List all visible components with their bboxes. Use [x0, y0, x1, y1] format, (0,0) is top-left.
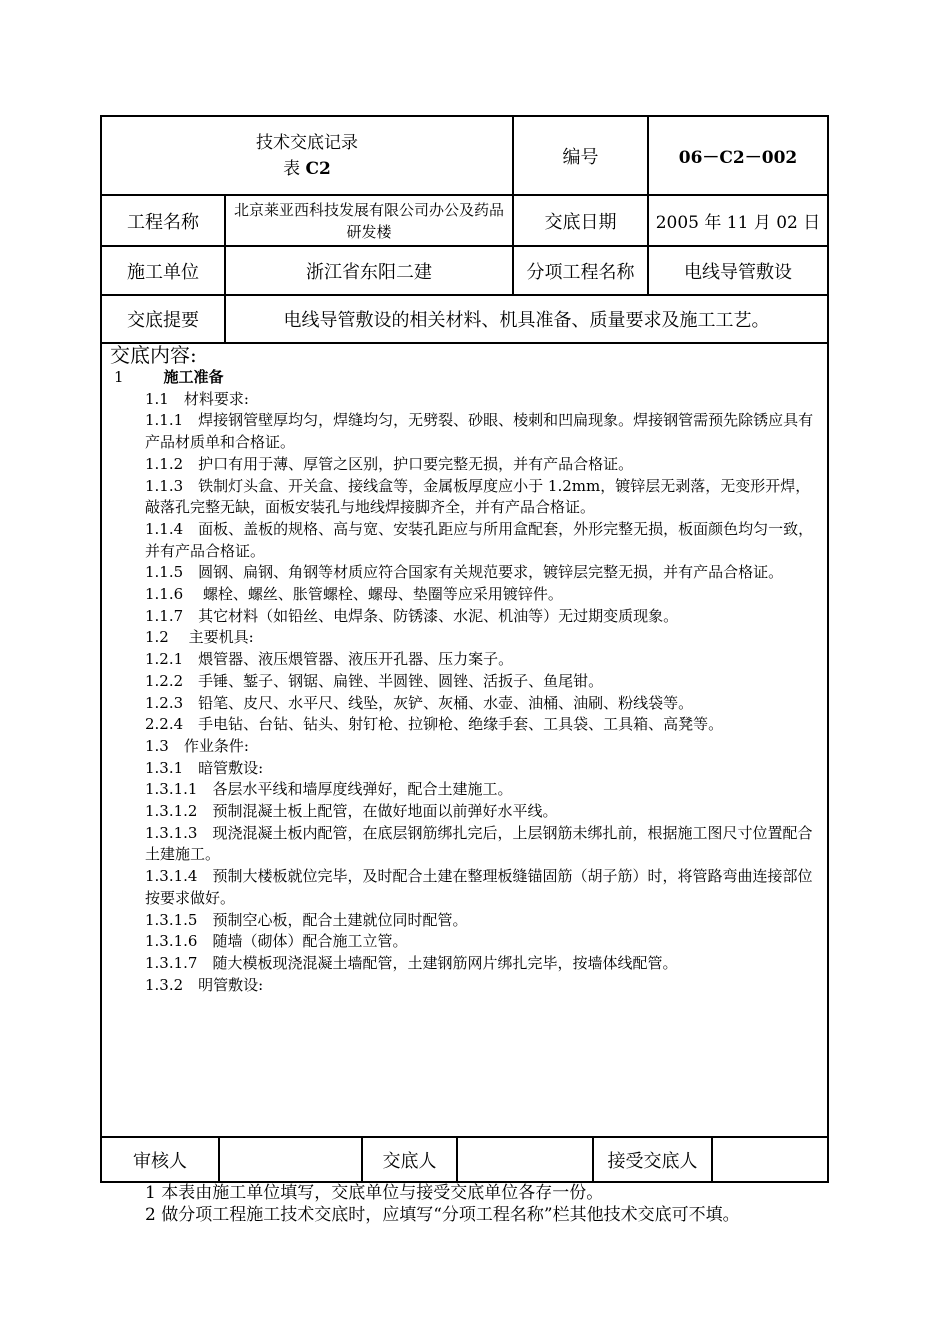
contractor-label: 施工单位: [127, 261, 199, 283]
receiver-signature-field[interactable]: [713, 1138, 827, 1181]
content-line: 1.1.6 螺栓、螺丝、胀管螺栓、螺母、垫圈等应采用镀锌件。: [145, 585, 563, 604]
content-line: 1.3.1.7 随大模板现浇混凝土墙配管，土建钢筋网片绑扎完毕，按墙体线配管。: [145, 953, 678, 972]
section-heading: [110, 367, 822, 389]
section-number: 1: [114, 368, 124, 386]
discloser-signature-field[interactable]: [458, 1138, 592, 1181]
content-line: 1.3.1.5 预制空心板，配合土建就位同时配管。: [145, 910, 468, 929]
content-line: 1.3.1.3 现浇混凝土板内配管，在底层钢筋绑扎完后，上层钢筋未绑扎前，根据施工图尺寸位置配合土建施工。: [145, 823, 813, 864]
summary-value: 电线导管敷设的相关材料、机具准备、质量要求及施工工艺。: [283, 310, 770, 331]
form-title-line1: 技术交底记录: [256, 132, 358, 153]
project-name-label: 工程名称: [127, 211, 199, 233]
form-title-prefix: 表: [283, 158, 301, 179]
content-line: 1.3.1.2 预制混凝土板上配管，在做好地面以前弹好水平线。: [145, 802, 558, 821]
content-line: 1.1.2 护口有用于薄、厚管之区别，护口要完整无损，并有产品合格证。: [145, 454, 634, 473]
form-title: [102, 117, 512, 194]
date-label: 交底日期: [544, 211, 617, 233]
footnote: 2 做分项工程施工技术交底时，应填写“分项工程名称”栏其他技术交底可不填。: [145, 1205, 740, 1225]
content-line: 1.2.2 手锤、錾子、钢锯、扁锉、半圆锉、圆锉、活扳子、鱼尾钳。: [145, 671, 604, 690]
content-line: 1.1.5 圆钢、扁钢、角钢等材质应符合国家有关规范要求，镀锌层完整无损，并有产品合格证。: [145, 563, 784, 582]
footnotes: [145, 1182, 740, 1226]
content-line: 1.3.1.1 各层水平线和墙厚度线弹好，配合土建施工。: [145, 780, 513, 799]
content-line: 1.3.1 暗管敷设:: [145, 758, 264, 777]
content-heading: 交底内容:: [110, 343, 197, 367]
contractor-value: 浙江省东阳二建: [306, 261, 432, 283]
receiver-label: 接受交底人: [607, 1150, 698, 1172]
content-line: 1.1.7 其它材料（如铅丝、电焊条、防锈漆、水泥、机油等）无过期变质现象。: [145, 606, 679, 625]
form-code: C2: [305, 158, 331, 179]
subproject-value: 电线导管敷设: [684, 261, 792, 283]
content-line: 1.3.1.4 预制大楼板就位完毕，及时配合土建在整理板缝锚固筋（胡子筋）时，将管路弯曲连接部位按要求做好。: [145, 867, 813, 907]
date-value: 2005 年 11 月 02 日: [655, 213, 821, 233]
project-name-value: 北京莱亚西科技发展有限公司办公及药品研发楼: [233, 200, 504, 241]
content-line: 1.2.3 铅笔、皮尺、水平尺、线坠，灰铲、灰桶、水壶、油桶、油刷、粉线袋等。: [145, 693, 694, 712]
content-line: 1.1.1 焊接钢管壁厚均匀，焊缝均匀，无劈裂、砂眼、棱刺和凹扁现象。焊接钢管需预先除锈应具有产品材质单和合格证。: [145, 411, 814, 452]
number-label: 编号: [562, 146, 599, 168]
reviewer-label: 审核人: [133, 1150, 187, 1172]
discloser-label: 交底人: [382, 1150, 437, 1172]
section-title: 施工准备: [163, 368, 224, 386]
content-line: 1.3.2 明管敷设:: [145, 975, 264, 994]
number-value: 06－C2－002: [678, 148, 798, 168]
content-line: 1.3.1.6 随墙（砌体）配合施工立管。: [145, 932, 408, 951]
content-line: 1.1.3 铁制灯头盒、开关盒、接线盒等，金属板厚度应小于 1.2mm，镀锌层无剥落，无变形开焊，敲落孔完整无缺，面板安装孔与地线焊接脚齐全，并有产品合格证。: [145, 476, 811, 517]
reviewer-signature-field[interactable]: [220, 1138, 361, 1181]
content-line: 1.3 作业条件:: [145, 736, 249, 755]
footnote: 1 本表由施工单位填写，交底单位与接受交底单位各存一份。: [145, 1183, 604, 1203]
content-line: 1.2.1 煨管器、液压煨管器、液压开孔器、压力案子。: [145, 650, 514, 669]
content-line: 1.1 材料要求:: [145, 389, 249, 408]
content-line: 1.2 主要机具:: [145, 628, 254, 647]
subproject-label: 分项工程名称: [526, 261, 635, 283]
summary-label: 交底提要: [127, 310, 199, 331]
content-line: 1.1.4 面板、盖板的规格、高与宽、安装孔距应与所用盒配套，外形完整无损，板面颜色均匀一致，并有产品合格证。: [145, 519, 814, 560]
content-line: 2.2.4 手电钻、台钻、钻头、射钉枪、拉铆枪、绝缘手套、工具袋、工具箱、高凳等。: [145, 715, 724, 734]
form-title-line2: [283, 156, 331, 182]
disclosure-content: [110, 343, 822, 996]
